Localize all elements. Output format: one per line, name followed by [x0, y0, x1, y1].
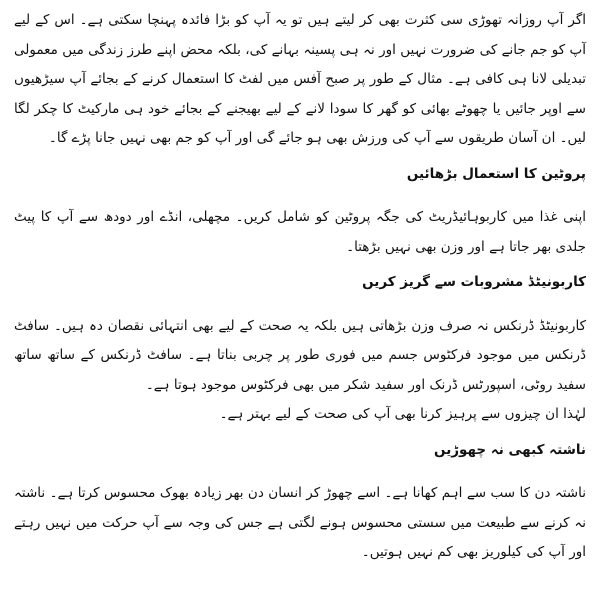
carbonated-paragraph: کاربونیٹڈ ڈرنکس نہ صرف وزن بڑھاتی ہیں بلکہ یہ صحت کے لیے بھی انتہائی نقصان دہ ہیں۔ سافٹ ڈرنکس میں موجود فرکٹوس جسم میں فوری طور پر چربی بناتا ہے۔ سافٹ ڈرنکس کے ساتھ ساتھ سفید روٹی، اسپورٹس ڈرنک اور سفید شکر میں بھی فرکٹوس موجود ہوتا ہے۔ — [14, 317, 586, 393]
carbonated-conclusion: لہٰذا ان چیزوں سے پرہیز کرنا بھی آپ کی صحت کے لیے بہتر ہے۔ — [219, 406, 586, 422]
breakfast-paragraph: ناشتہ دن کا سب سے اہم کھانا ہے۔ اسے چھوڑ کر انسان دن بھر زیادہ بھوک محسوس کرتا ہے۔ ناشتہ نہ کرنے سے طبیعت میں سستی محسوس ہونے لگتی ہے جس کی وجہ سے آپ حرکت میں نہیں رہتے اور آپ کی کیلوریز بھی کم نہیں ہوتیں۔ — [14, 485, 586, 560]
section-heading-protein: پروٹین کا استعمال بڑھائیں — [406, 165, 586, 182]
protein-paragraph: اپنی غذا میں کاربوہائیڈریٹ کی جگہ پروٹین کو شامل کریں۔ مچھلی، انڈے اور دودھ سے آپ کا پیٹ جلدی بھر جاتا ہے اور وزن بھی نہیں بڑھتا۔ — [14, 209, 586, 255]
section-heading-carbonated: کاربونیٹڈ مشروبات سے گریز کریں — [362, 274, 586, 290]
section-heading-breakfast: ناشتہ کبھی نہ چھوڑیں — [434, 441, 586, 458]
intro-paragraph: اگر آپ روزانہ تھوڑی سی کثرت بھی کر لیتے ہیں تو یہ آپ کو بڑا فائدہ پہنچا سکتی ہے۔ اس کے لیے آپ کو جم جانے کی ضرورت نہیں اور نہ ہی پسینہ بہانے کی، بلکہ محض اپنے طرز زندگی میں معمولی تبدیلی لانا ہی کافی ہے۔ مثال کے طور پر صبح آفس میں لفٹ کا استعمال کرنے کے بجائے آپ سیڑھیوں سے اوپر جائیں یا چھوٹے بھائی کو گھر کا سودا لانے کے لیے بھیجنے کے بجائے خود ہی مارکیٹ کا چکر لگا لیں۔ ان آسان طریقوں سے آپ کی ورزش بھی ہو جائے گی اور آپ کو جم بھی نہیں جانا پڑے گا۔ — [14, 12, 586, 146]
